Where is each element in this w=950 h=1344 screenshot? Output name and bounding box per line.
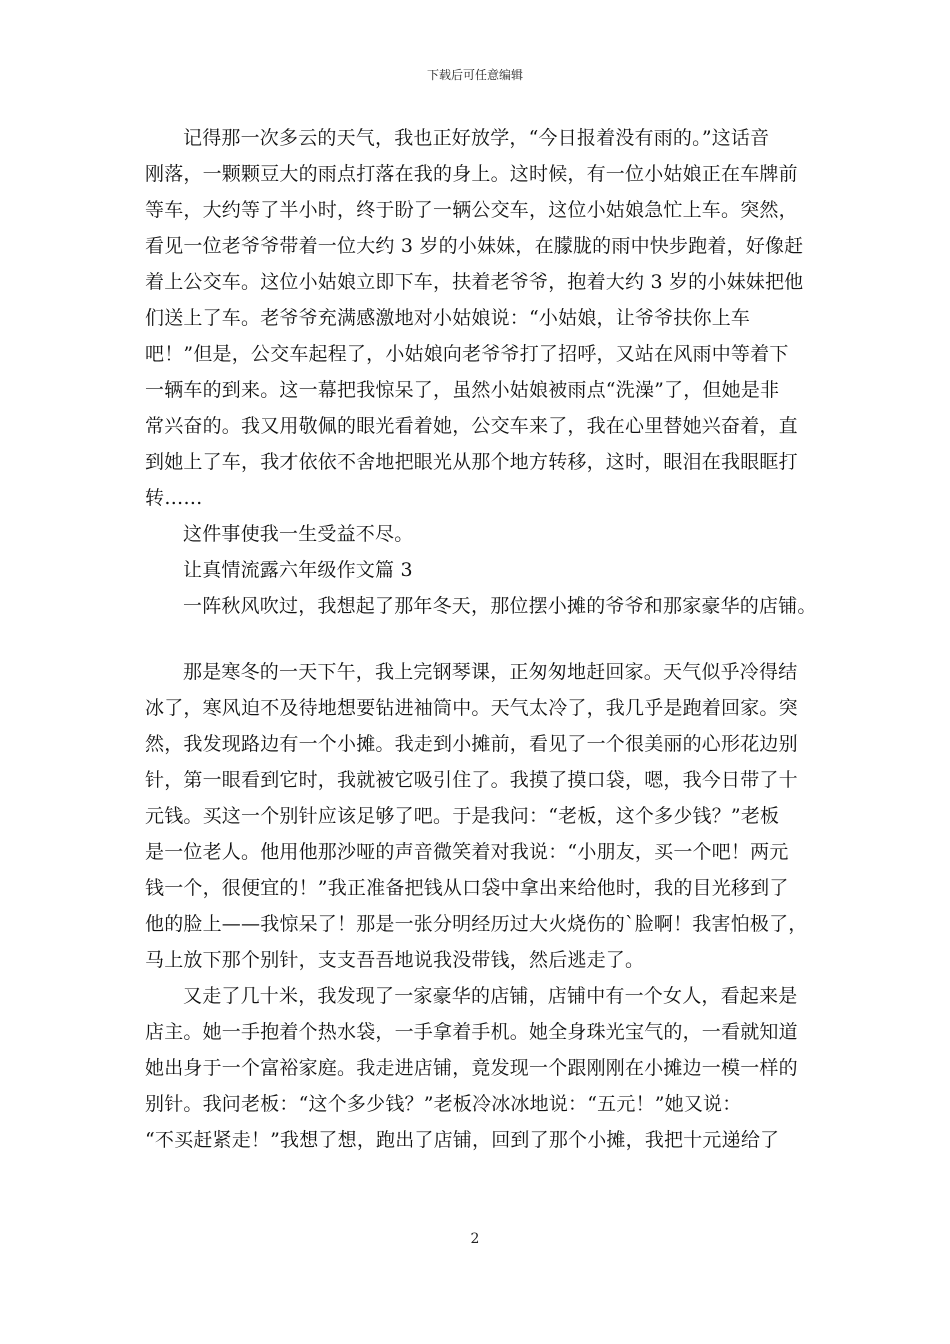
text-line: 看见一位老爷爷带着一位大约 3 岁的小妹妹，在朦胧的雨中快步跑着，好像赶 xyxy=(145,235,804,257)
text-line: 又走了几十米，我发现了一家豪华的店铺，店铺中有一个女人，看起来是 xyxy=(183,985,798,1007)
text-line: 是一位老人。他用他那沙哑的声音微笑着对我说：“小朋友，买一个吧！两元 xyxy=(145,841,789,863)
text-line: 钱一个，很便宜的！”我正准备把钱从口袋中拿出来给他时，我的目光移到了 xyxy=(145,877,789,899)
text-line: 着上公交车。这位小姑娘立即下车，扶着老爷爷，抱着大约 3 岁的小妹妹把他 xyxy=(145,271,804,293)
text-line: 然，我发现路边有一个小摊。我走到小摊前，看见了一个很美丽的心形花边别 xyxy=(145,733,798,755)
text-line: 一阵秋风吹过，我想起了那年冬天，那位摆小摊的爷爷和那家豪华的店铺。 xyxy=(183,595,817,617)
text-line: 别针。我问老板：“这个多少钱？”老板冷冰冰地说：“五元！”她又说： xyxy=(145,1093,742,1115)
text-line: 刚落，一颗颗豆大的雨点打落在我的身上。这时候，有一位小姑娘正在车牌前 xyxy=(145,163,798,185)
text-line: 针，第一眼看到它时，我就被它吸引住了。我摸了摸口袋，嗯，我今日带了十 xyxy=(145,769,798,791)
text-line: 她出身于一个富裕家庭。我走进店铺，竟发现一个跟刚刚在小摊边一模一样的 xyxy=(145,1057,798,1079)
text-line: 等车，大约等了半小时，终于盼了一辆公交车，这位小姑娘急忙上车。突然， xyxy=(145,199,798,221)
text-line: 元钱。买这一个别针应该足够了吧。于是我问：“老板，这个多少钱？”老板 xyxy=(145,805,780,827)
text-line: 店主。她一手抱着个热水袋，一手拿着手机。她全身珠光宝气的，一看就知道 xyxy=(145,1021,798,1043)
text-line: 们送上了车。老爷爷充满感激地对小姑娘说：“小姑娘，让爷爷扶你上车 xyxy=(145,307,751,329)
page-number: 2 xyxy=(470,1231,480,1247)
text-line: 常兴奋的。我又用敬佩的眼光看着她，公交车来了，我在心里替她兴奋着，直 xyxy=(145,415,798,437)
text-line: 那是寒冬的一天下午，我上完钢琴课，正匆匆地赶回家。天气似乎冷得结 xyxy=(183,661,798,683)
section-heading: 让真情流露六年级作文篇 3 xyxy=(183,559,413,581)
document-body xyxy=(145,120,817,1158)
text-line: “不买赶紧走！”我想了想，跑出了店铺，回到了那个小摊，我把十元递给了 xyxy=(145,1129,780,1151)
text-line: 记得那一次多云的天气，我也正好放学，“今日报着没有雨的。”这话音 xyxy=(183,127,770,149)
text-line: 冰了，寒风迫不及待地想要钻进袖筒中。天气太冷了，我几乎是跑着回家。突 xyxy=(145,697,798,719)
text-line: 到她上了车，我才依依不舍地把眼光从那个地方转移，这时，眼泪在我眼眶打 xyxy=(145,451,798,473)
text-line: 马上放下那个别针，支支吾吾地说我没带钱，然后逃走了。 xyxy=(145,949,645,971)
text-line: 他的脸上——我惊呆了！那是一张分明经历过大火烧伤的`脸啊！我害怕极了， xyxy=(145,913,808,935)
text-line: 这件事使我一生受益不尽。 xyxy=(183,523,414,545)
text-line: 吧！”但是，公交车起程了，小姑娘向老爷爷打了招呼，又站在风雨中等着下 xyxy=(145,343,789,365)
text-line: 转…… xyxy=(145,487,203,509)
page-header: 下载后可任意编辑 xyxy=(426,68,523,82)
text-line: 一辆车的到来。这一幕把我惊呆了，虽然小姑娘被雨点“洗澡”了，但她是非 xyxy=(145,379,780,401)
paragraph-gap xyxy=(145,624,805,654)
